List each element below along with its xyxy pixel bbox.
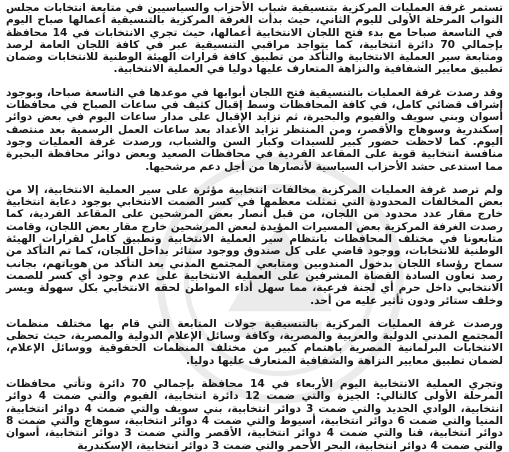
paragraph-violations: ولم ترصد غرفة العمليات المركزية مخالفات انتخابية مؤثرة على سير العملية الانتخابية، إلا من بعض المخالفات المحدودة التي تمثلت معظمها في كسر الصمت الانتخابي بوجود دعاية انتخابية خارج مقار عدد محدود من اللجان، من قبل أنصار بعض المرشحين على المقاعد الفردية، كما رصدت الغرفة المركزية بعض المسيرات المؤيدة لبعض المرشحين خارج مقار بعض اللجان، وقامت متابعونا في مختلف المحافظات بانتظام سير العملية الانتخابية وتطبيق كامل لقرارات الهيئة الوطنية للانتخابات، ووجود قاضي على كل صندوق ووجود ستائر بداخل اللجان، كما تم التأكد من سماح رؤساء اللجان بدخول المندوبين ومتابعي المجتمع المدني بعد التأكد من هوياتهم، بجانب رصد تعاون السادة القضاة المشرفين على العملية الانتخابية على عدم وجود أي كسر للصمت الانتخابي داخل حرم أي لجنة فرعية، مما سهل أداء المواطن لحقه الانتخابي بكل سهولة ويسر وخلف ستائر ودون تأثير عليه من أحد. bbox=[6, 183, 503, 307]
article-body bbox=[6, 2, 503, 452]
paragraph-observers: ورصدت غرفة العمليات المركزية بالتنسيقية جولات المتابعة التي قام بها مختلف منظمات المجتمع المدني الدولية والعربية والمصرية، وكافة وسائل الإعلام الدولية والمصرية، حيث تحظى الانتخابات البرلمانية المصرية باهتمام كبير من مختلف المنظمات الحقوقية ووسائل الإعلام، لضمان تطبيق معايير النزاهة والشفافية المتعارف عليها دوليا. bbox=[6, 317, 503, 367]
paragraph-intro: تستمر غرفة العمليات المركزية بتنسيقية شباب الأحزاب والسياسيين في متابعة انتخابات مجلس النواب المرحلة الأولى لليوم الثاني، حيث بدأت الغرفة المركزية بالتنسيقية أعمالها صباح اليوم في التاسعة صباحا مع بدء فتح اللجان الانتخابية أعمالها، حيث تجري الانتخابات في 14 محافظة بإجمالي 70 دائرة انتخابية، كما يتواجد مراقبي التنسيقية عبر في كافة اللجان العامة لرصد ومتابعة سير العملية الانتخابية والتأكد من تطبيق كافة قرارات الهيئة الوطنية للانتخابات وضمان تطبيق معايير الشفافية والنزاهة المتعارف عليها دوليا في العملية الانتخابية. bbox=[6, 2, 503, 76]
paragraph-governorates: وتجري العملية الانتخابية اليوم الأربعاء في 14 محافظة بإجمالي 70 دائرة وتأتي محافظات المرحلة الأولى كالتالي: الجيزة والتي ضمت 12 دائرة انتخابية، الفيوم والتي ضمت 4 دوائر انتخابية، الوادي الجديد والتي ضمت 3 دوائر انتخابية، بني سويف والتي ضمت 4 دوائر انتخابية، المنيا والتي ضمت 6 دوائر انتخابية، أسيوط والتي ضمت 4 دوائر انتخابية، سوهاج والتي ضمت 8 دوائر انتخابية، قنا والتي ضمت 4 دوائر انتخابية، الأقصر والتي ضمت 3 دوائر انتخابية، أسوان والتي ضمت 4 دوائر انتخابية، البحر الأحمر والتي ضمت 3 دوائر انتخابية، الإسكندرية bbox=[6, 378, 503, 452]
paragraph-turnout: وقد رصدت غرفة العمليات بالتنسيقية فتح اللجان أبوابها في موعدها في التاسعة صباحا، وبوجود إشراف قضائي كامل، في كافة المحافظات وسط إقبال كثيف في ساعات الصباح في محافظات أسوان وبني سويف والفيوم والبحيرة، ثم تزايد الإقبال على مدار ساعات اليوم في بعض دوائر إسكندرية وسوهاج والأقصر، ومن المنتظر تزايد الأعداد بعد ساعات العمل الرسمية بعد منتصف اليوم. كما لاحظت حضور كبير للسيدات وكبار السن والشباب، ورصدت غرفة العمليات وجود منافسة انتخابية قوية على المقاعد الفردية في محافظات الصعيد وبعض دوائر محافظة البحيرة مما استدعى حشد الأحزاب السياسية لأنصارها من أجل دعم مرشحيها. bbox=[6, 86, 503, 173]
